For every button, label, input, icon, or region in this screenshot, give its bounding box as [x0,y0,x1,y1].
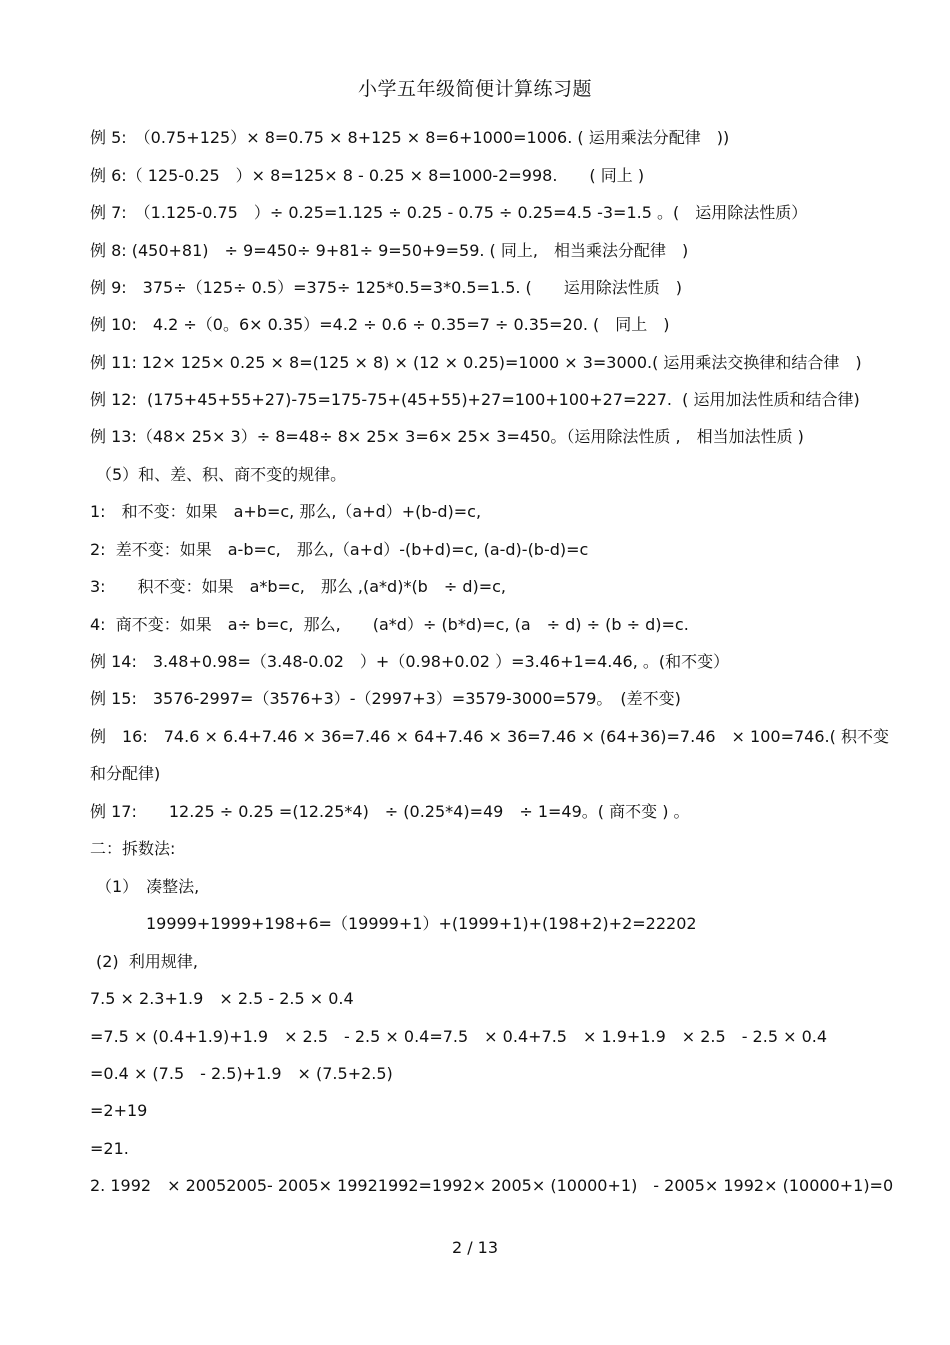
subsection-heading: (2) 利用规律, [96,952,198,971]
text-line: 例 17: 12.25 ÷ 0.25 =(12.25*4) ÷ (0.25*4)=49 ÷ 1=49。( 商不变 ) 。 [90,802,690,821]
text-line: 1: 和不变：如果 a+b=c, 那么,（a+d）+(b-d)=c, [90,502,482,521]
page-number: 2 / 13 [451,1238,499,1257]
text-line: 19999+1999+198+6=（19999+1）+(1999+1)+(198+2)+2=22202 [146,914,697,933]
text-line: 例 8: (450+81) ÷ 9=450÷ 9+81÷ 9=50+9=59. ( 同上, 相当乘法分配律 ) [90,241,689,260]
section-heading: （5）和、差、积、商不变的规律。 [96,465,347,484]
subsection-heading: （1） 凑整法, [96,877,200,896]
text-line: 2. 1992 × 20052005- 2005× 19921992=1992× 2005× (10000+1) - 2005× 1992× (10000+1)=0 [90,1176,894,1195]
text-line: 例 14: 3.48+0.98=（3.48-0.02 ）+（0.98+0.02 ）=3.46+1=4.46, 。(和不变） [90,652,730,671]
text-line: 例 5: （0.75+125）× 8=0.75 × 8+125 × 8=6+1000=1006. ( 运用乘法分配律 )) [90,128,730,147]
text-line: 例 15: 3576-2997=（3576+3）-（2997+3）=3579-3000=579。 (差不变) [90,689,681,708]
text-line: =0.4 × (7.5 - 2.5)+1.9 × (7.5+2.5) [90,1064,393,1083]
text-line: 例 12: (175+45+55+27)-75=175-75+(45+55)+27=100+100+27=227. ( 运用加法性质和结合律) [90,390,860,409]
text-line: 7.5 × 2.3+1.9 × 2.5 - 2.5 × 0.4 [90,989,354,1008]
page-title: 小学五年级简便计算练习题 [357,78,592,100]
text-line: 例 6:（ 125-0.25 ）× 8=125× 8 - 0.25 × 8=1000-2=998. ( 同上 ) [90,166,645,185]
text-line: 和分配律) [90,764,161,783]
text-line: 例 13:（48× 25× 3）÷ 8=48÷ 8× 25× 3=6× 25× 3=450。（运用除法性质 , 相当加法性质 ) [90,427,804,446]
text-line: =21. [90,1139,129,1158]
text-line: =7.5 × (0.4+1.9)+1.9 × 2.5 - 2.5 × 0.4=7.5 × 0.4+7.5 × 1.9+1.9 × 2.5 - 2.5 × 0.4 [90,1027,828,1046]
text-line: 例 11: 12× 125× 0.25 × 8=(125 × 8) × (12 × 0.25)=1000 × 3=3000.( 运用乘法交换律和结合律 ) [90,353,862,372]
text-line: 例 10: 4.2 ÷（0。6× 0.35）=4.2 ÷ 0.6 ÷ 0.35=7 ÷ 0.35=20. ( 同上 ) [90,315,670,334]
text-line: 例 7: （1.125-0.75 ）÷ 0.25=1.125 ÷ 0.25 - 0.75 ÷ 0.25=4.5 -3=1.5 。( 运用除法性质） [90,203,808,222]
text-line: =2+19 [90,1101,148,1120]
text-line: 3: 积不变：如果 a*b=c, 那么 ,(a*d)*(b ÷ d)=c, [90,577,507,596]
text-line: 例 9: 375÷（125÷ 0.5）=375÷ 125*0.5=3*0.5=1.5. ( 运用除法性质 ) [90,278,683,297]
section-heading: 二：拆数法: [90,839,176,858]
text-line: 例 16: 74.6 × 6.4+7.46 × 36=7.46 × 64+7.46 × 36=7.46 × (64+36)=7.46 × 100=746.( 积不变 [90,727,889,746]
text-line: 4: 商不变：如果 a÷ b=c, 那么, (a*d）÷ (b*d)=c, (a ÷ d) ÷ (b ÷ d)=c. [90,615,689,634]
text-line: 2: 差不变：如果 a-b=c, 那么,（a+d）-(b+d)=c, (a-d)-(b-d)=c [90,540,589,559]
